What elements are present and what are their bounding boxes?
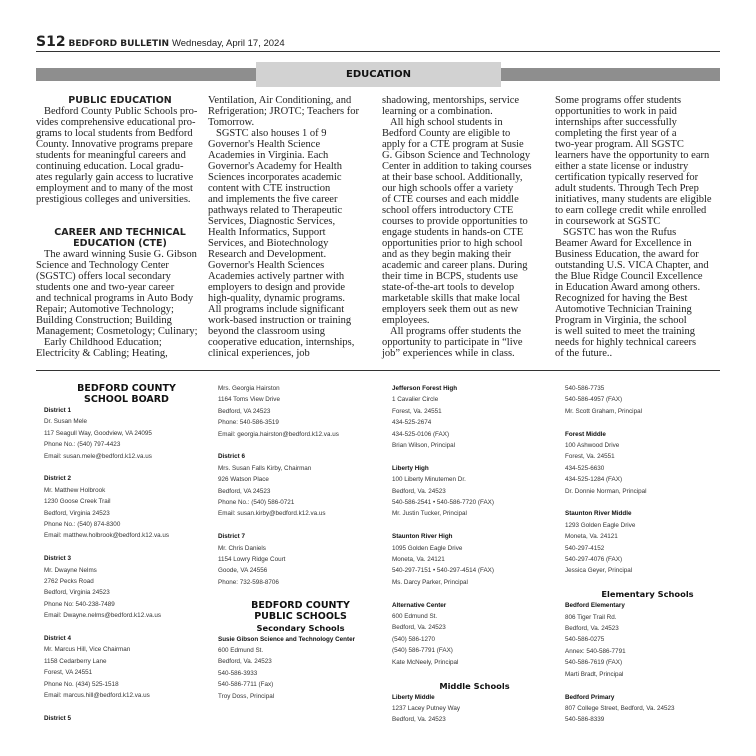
text-line: at their base school. Additionally, [382,172,523,183]
text-line: Phone No. (434) 525-1518 [44,680,119,688]
text-line: 1230 Goose Creek Trail [44,498,111,506]
text-line: Bedford, Va. 24523 [565,625,619,633]
directory-column-3 [392,383,557,726]
directory-entry-name: Forest Middle [565,430,606,438]
text-line: Center in addition to taking courses [382,161,532,172]
text-line: Forest, VA 24551 [44,669,93,677]
text-line: Mr. Scott Graham, Principal [565,407,642,415]
paragraph-first-line: All high school students in [390,117,503,128]
text-line: of the future.. [555,348,613,359]
masthead [36,34,285,50]
directory-subheading: Secondary Schools [256,622,345,633]
article-column-2 [208,95,376,359]
text-line: Mr. Dwayne Nelms [44,566,97,574]
directory-entry-name: District 1 [44,407,71,414]
line-gap [218,520,383,531]
text-line: prestigious colleges and universities. [36,194,191,205]
directory-entry-name: Staunton River Middle [565,510,632,518]
text-line: 540-586-8339 [565,716,605,724]
text-line: Sciences incorporates academic [208,172,342,183]
line-gap [218,588,383,599]
text-line: our high schools offer a variety [382,183,514,194]
text-line: Recognized for having the Best [555,293,688,304]
text-line: employers to design and provide [208,282,346,293]
directory-entry-name: District 3 [44,555,71,563]
directory-entry-name: District 5 [44,714,71,722]
line-gap [36,216,204,227]
text-line: Automotive Technician Training [555,304,692,315]
article-column-3 [382,95,550,359]
text-line: Bedford, Va. 24523 [392,624,446,632]
paragraph-first-line: Bedford County Public Schools pro- [44,106,198,117]
line-gap [565,417,730,428]
text-line: (540) 586-1270 [392,635,436,643]
text-line: Email: susan.kirby@bedford.k12.va.us [218,510,326,518]
text-line: 600 Edmund St. [392,613,438,621]
directory-entry-name: Jefferson Forest High [392,385,458,392]
text-line: Phone: 540-586-3519 [218,419,279,427]
issue-date: Wednesday, April 17, 2024 [171,38,285,49]
directory-subheading: Middle Schools [439,680,510,691]
text-line: Goode, VA 24556 [218,567,268,575]
text-line: Jessica Geyer, Principal [565,567,633,575]
text-line: 540-586-2541 • 540-586-7720 (FAX) [392,499,494,507]
text-line: Mr. Marcus Hill, Vice Chairman [44,646,131,654]
text-line: Kate McNeely, Principal [392,658,459,666]
text-line: vides comprehensive educational pro- [36,117,196,128]
text-line: content with CTE instruction [208,183,331,194]
text-line: County. Innovative programs prepare [36,139,193,150]
publication-name: BEDFORD BULLETIN [68,39,170,49]
text-line: Governor's Health Sciences [208,260,325,271]
paragraph-first-line: All programs offer students the [390,326,522,337]
text-line: 540-586-7735 [565,385,605,392]
text-line: Research and Development. [208,249,327,260]
text-line: Bedford, VA 24523 [218,407,271,415]
text-line: Phone No: 540-238-7489 [44,600,115,608]
text-line: Email: Dwayne.nelms@bedford.k12.va.us [44,612,161,620]
line-gap [392,668,557,679]
text-line: marketable skills that make local [382,293,521,304]
text-line: employers seek them out as new [382,304,519,315]
text-line: 1095 Golden Eagle Drive [392,544,463,552]
directory-column-2 [218,383,383,702]
directory-entry-name: Alternative Center [392,601,447,609]
text-line: Beamer Award for Excellence in [555,238,692,249]
text-line: 540-297-4152 [565,544,605,552]
text-line: Annex: 540-586-7791 [565,647,626,655]
text-line: cooperative education, internships, [208,337,355,348]
text-line: employment and to many of the most [36,183,193,194]
text-line: Health Informatics, Support [208,227,326,238]
line-gap [565,680,730,691]
text-line: 926 Watson Place [218,476,269,484]
text-line: beyond the classroom using [208,326,325,337]
text-line: Moneta, Va. 24121 [392,556,445,564]
text-line: Moneta, Va. 24121 [565,533,618,541]
text-line: 806 Tiger Trail Rd. [565,613,617,621]
header-rule [36,51,720,52]
text-line: apply for a CTE program at Susie [382,139,524,150]
text-line: opportunities to work in paid [555,106,677,117]
text-line: Dr. Susan Mele [44,418,88,426]
text-line: certification typically reserved for [555,172,699,183]
text-line: courses to provide opportunities to [382,216,528,227]
paragraph-first-line: Early Childhood Education; [44,337,162,348]
line-gap [44,622,209,633]
text-line: 1293 Golden Eagle Drive [565,521,636,529]
text-line: employees. [382,315,430,326]
line-gap [44,462,209,473]
text-line: opportunity to participate in “live [382,337,523,348]
text-line: Forest, Va. 24551 [565,453,615,461]
directory-column-school-board [44,383,209,724]
text-line: Mrs. Georgia Hairston [218,385,280,392]
text-line: 540-297-4076 (FAX) [565,556,623,564]
text-line: 434-525-0106 (FAX) [392,430,450,438]
text-line: 434-525-2674 [392,419,432,427]
text-line: students for meaningful careers and [36,150,186,161]
text-line: ates regularly gain access to lucrative [36,172,194,183]
line-gap [565,577,730,588]
directory-entry-name: Bedford Elementary [565,602,625,610]
article-column-1 [36,95,204,359]
directory-heading: PUBLIC SCHOOLS [254,610,347,622]
text-line: 807 College Street, Bedford, Va. 24523 [565,704,675,712]
text-line: 100 Liberty Minutemen Dr. [392,476,466,484]
page-number: S12 [36,34,66,50]
text-line: Program in Virginia, the school [555,315,687,326]
text-line: Refrigeration; JROTC; Teachers for [208,106,359,117]
text-line: Ventilation, Air Conditioning, and [208,95,352,106]
text-line: Mr. Chris Daniels [218,544,266,552]
text-line: Phone No.: (540) 874-8300 [44,521,121,529]
text-line: and as they begin making their [382,249,512,260]
text-line: 600 Edmund St. [218,647,264,655]
text-line: 434-525-1284 (FAX) [565,476,623,484]
text-line: Bedford, Va. 24523 [392,716,446,724]
section-title: EDUCATION [256,62,501,87]
text-line: Bedford, Va. 24523 [218,658,272,666]
article-heading: CAREER AND TECHNICAL [54,227,186,238]
text-line: learners have the opportunity to earn [555,150,710,161]
text-line: outstanding U.S. VICA Chapter, and [555,260,709,271]
text-line: students one and two-year career [36,282,175,293]
text-line: engage students in hands-on CTE [382,227,524,238]
directory-entry-name: Staunton River High [392,533,453,541]
paragraph-first-line: The award winning Susie G. Gibson [44,249,197,260]
text-line: Ms. Darcy Parker, Principal [392,578,468,586]
directory-entry-name: District 4 [44,635,71,643]
text-line: in Education Award among others. [555,282,701,293]
text-line: 1158 Cedarberry Lane [44,657,107,665]
article-column-4 [555,95,723,359]
text-line: Email: susan.mele@bedford.k12.va.us [44,452,152,460]
directory-column-4 [565,383,730,726]
text-line: 434-525-6630 [565,464,605,472]
text-line: Building Construction; Building [36,315,172,326]
text-line: 540-586-7711 (Fax) [218,681,274,689]
text-line: 540-586-4957 (FAX) [565,396,623,404]
text-line: Repair; Automotive Technology; [36,304,174,315]
text-line: their time in BCPS, students use [382,271,518,282]
text-line: of CTE courses and each middle [382,194,519,205]
text-line: two-year program. All SGSTC [555,139,684,150]
text-line: 2762 Pecks Road [44,578,94,586]
directory-entry-name: District 6 [218,453,245,461]
text-line: 540-586-3933 [218,669,258,677]
text-line: grams to local students from Bedford [36,128,193,139]
text-line: high-quality, dynamic programs. [208,293,345,304]
directory-entry-name: Bedford Primary [565,693,615,701]
line-gap [565,497,730,508]
text-line: Management; Cosmetology; Culinary; [36,326,198,337]
text-line: Forest, Va. 24551 [392,407,442,415]
text-line: Governor's Academy for Health [208,161,342,172]
text-line: Science and Technology Center [36,260,169,271]
text-line: Marti Bradt, Principal [565,670,624,678]
text-line: 540-297-7151 • 540-297-4514 (FAX) [392,567,494,575]
text-line: Academies in Virginia. Each [208,150,329,161]
text-line: Bedford, VA 24523 [218,487,271,495]
text-line: needs for highly technical careers [555,337,697,348]
text-line: either a state license or industry [555,161,689,172]
text-line: 100 Ashwood Drive [565,442,620,450]
text-line: adult students. Through Tech Prep [555,183,699,194]
text-line: Electricity & Cabling; Heating, [36,348,168,359]
text-line: completing the first year of a [555,128,677,139]
text-line: opportunities prior to high school [382,238,523,249]
text-line: 540-586-7619 (FAX) [565,659,623,667]
text-line: All programs include significant [208,304,345,315]
text-line: Troy Doss, Principal [218,692,275,700]
text-line: initiatives, many students are eligible [555,194,712,205]
text-line: Email: georgia.hairston@bedford.k12.va.us [218,430,339,438]
text-line: Phone No.: (540) 797-4423 [44,441,121,449]
text-line: Brian Wilson, Principal [392,442,455,450]
line-gap [218,440,383,451]
text-line: the Blue Ridge Council Excellence [555,271,703,282]
section-divider [36,370,720,371]
line-gap [44,542,209,553]
text-line: Some programs offer students [555,95,682,106]
paragraph-first-line: SGSTC has won the Rufus [563,227,677,238]
text-line: Phone: 732-598-8706 [218,578,279,586]
text-line: (540) 586-7791 (FAX) [392,647,453,655]
text-line: 1154 Lowry Ridge Court [218,556,286,564]
line-gap [392,451,557,462]
text-line: Bedford, Virginia 24523 [44,509,110,517]
text-line: work-based instruction or training [208,315,352,326]
text-line: Business Education, the award for [555,249,699,260]
article-heading: EDUCATION (CTE) [73,238,167,249]
text-line: Services, and Biotechnology [208,238,329,249]
text-line: (SGSTC) offers local secondary [36,271,171,282]
text-line: Academies actively partner with [208,271,345,282]
text-line: continuing education. Local gradu- [36,161,184,172]
directory-entry-name: Liberty High [392,464,429,472]
directory-heading: SCHOOL BOARD [84,394,169,405]
line-gap [36,205,204,216]
directory-subheading: Elementary Schools [601,589,694,600]
text-line: Governor's Health Science [208,139,321,150]
text-line: academic and career plans. During [382,260,528,271]
article-heading: PUBLIC EDUCATION [68,95,172,106]
text-line: Email: marcus.hill@bedford.k12.va.us [44,692,150,700]
directory-entry-name: Liberty Middle [392,693,435,701]
text-line: state-of-the-art tools to develop [382,282,515,293]
text-line: Services, Diagnostic Services, [208,216,336,227]
directory-heading: BEDFORD COUNTY [251,599,350,611]
text-line: job” experiences while in class. [382,348,515,359]
directory-entry-name: Susie Gibson Science and Technology Center [218,635,356,643]
text-line: Bedford County are eligible to [382,128,511,139]
text-line: Dr. Donnie Norman, Principal [565,487,647,495]
text-line: Mr. Matthew Holbrook [44,486,106,494]
text-line: in coursework at SGSTC [555,216,661,227]
text-line: shadowing, mentorships, service [382,95,520,106]
text-line: is well suited to meet the training [555,326,695,337]
line-gap [392,588,557,599]
text-line: 1237 Lacey Putney Way [392,704,461,712]
text-line: 117 Seagull Way, Goodview, VA 24095 [44,429,152,437]
text-line: and technical programs in Auto Body [36,293,194,304]
text-line: and implements the five career [208,194,338,205]
text-line: Tomorrow. [208,117,255,128]
text-line: 1 Cavalier Circle [392,396,439,404]
text-line: 1164 Toms View Drive [218,396,280,404]
text-line: Bedford, Virginia 24523 [44,589,110,597]
text-line: pathways related to Therapeutic [208,205,343,216]
line-gap [44,702,209,713]
paragraph-first-line: SGSTC also houses 1 of 9 [216,128,327,139]
directory-entry-name: District 7 [218,533,245,541]
text-line: learning or a combination. [382,106,493,117]
line-gap [392,520,557,531]
text-line: Bedford, Va. 24523 [392,487,446,495]
text-line: 540-586-0275 [565,636,605,644]
directory-entry-name: District 2 [44,475,71,483]
text-line: G. Gibson Science and Technology [382,150,531,161]
text-line: Email: matthew.holbrook@bedford.k12.va.us [44,532,170,540]
text-line: internships after successfully [555,117,677,128]
text-line: Mrs. Susan Falls Kirby, Chairman [218,464,312,472]
text-line: Phone No.: (540) 586-0721 [218,499,295,507]
text-line: to earn college credit while enrolled [555,205,707,216]
text-line: school offers introductory CTE [382,205,514,216]
text-line: clinical experiences, job [208,348,310,359]
directory-heading: BEDFORD COUNTY [77,383,176,394]
text-line: Mr. Justin Tucker, Principal [392,510,467,518]
